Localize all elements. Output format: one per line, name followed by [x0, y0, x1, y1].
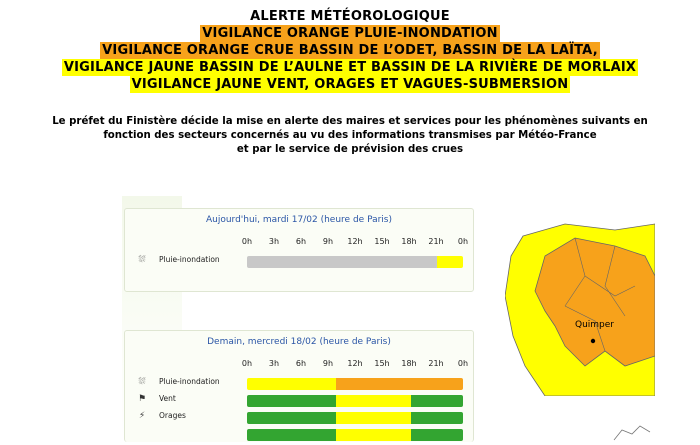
hour-label: 12h: [347, 237, 363, 246]
hour-label: 15h: [374, 359, 390, 368]
header-line-text: VIGILANCE JAUNE BASSIN DE L’AULNE ET BASSIN DE LA RIVIÈRE DE MORLAIX: [63, 60, 637, 75]
hazard-timeline-bar: [247, 395, 463, 407]
header-line-text: VIGILANCE ORANGE CRUE BASSIN DE L’ODET, BASSIN DE LA LAÏTA,: [102, 43, 598, 58]
hazard-label: Pluie-inondation: [159, 255, 220, 264]
wind-icon: ⚑: [137, 394, 147, 404]
hour-scale: [243, 237, 468, 249]
map-inset-coast: [614, 426, 650, 440]
hour-label: 21h: [428, 359, 444, 368]
hour-label: 21h: [428, 237, 444, 246]
hazard-label: Pluie-inondation: [159, 377, 220, 386]
intro-line: Le préfet du Finistère décide la mise en alerte des maires et services pour les phénomènes suivants en: [52, 116, 648, 127]
timeline-segment-green: [247, 412, 336, 424]
hour-label: 0h: [241, 237, 253, 246]
hour-label: 0h: [457, 359, 469, 368]
hour-label: 0h: [241, 359, 253, 368]
hour-label: 9h: [322, 359, 334, 368]
intro-text: [0, 115, 700, 157]
hour-label: 12h: [347, 359, 363, 368]
hazard-timeline-bar: [247, 429, 463, 441]
hazard-timeline-bar: [247, 378, 463, 390]
hazard-row: [125, 409, 473, 425]
hour-label: 18h: [401, 237, 417, 246]
map-svg: [505, 216, 655, 396]
finistere-map: [505, 216, 655, 396]
tomorrow-forecast-card: [124, 330, 474, 442]
header-line-3: [0, 59, 700, 76]
timeline-segment-green: [411, 395, 463, 407]
tomorrow-title: Demain, mercredi 18/02 (heure de Paris): [207, 337, 391, 347]
hazard-row: [125, 426, 473, 442]
timeline-segment-yellow: [336, 429, 412, 441]
map-city-label: Quimper: [575, 320, 615, 330]
hazard-row: [125, 253, 473, 269]
timeline-segment-grey: [247, 256, 437, 268]
hour-label: 0h: [457, 237, 469, 246]
header-line-0: [0, 8, 700, 25]
hazard-label: Vent: [159, 394, 176, 403]
map-inset-svg: [612, 420, 652, 441]
timeline-segment-green: [411, 412, 463, 424]
rain-flood-icon: ⛆: [138, 255, 146, 265]
header-line-1: [0, 25, 700, 42]
today-title: Aujourd'hui, mardi 17/02 (heure de Paris): [205, 215, 393, 225]
timeline-segment-yellow: [336, 412, 412, 424]
timeline-segment-green: [247, 395, 336, 407]
intro-line: et par le service de prévision des crues: [236, 144, 464, 155]
header-line-text: VIGILANCE ORANGE PLUIE-INONDATION: [202, 26, 498, 41]
hour-label: 18h: [401, 359, 417, 368]
header-line-2: [0, 42, 700, 59]
timeline-segment-yellow: [437, 256, 463, 268]
timeline-segment-yellow: [336, 395, 412, 407]
hour-label: 3h: [268, 359, 280, 368]
hour-label: 6h: [295, 237, 307, 246]
intro-line: fonction des secteurs concernés au vu des informations transmises par Météo-France: [103, 130, 597, 141]
hazard-timeline-bar: [247, 256, 463, 268]
alert-header: [0, 8, 700, 93]
hazard-label: Orages: [159, 411, 186, 420]
timeline-segment-orange: [336, 378, 463, 390]
timeline-segment-yellow: [247, 378, 336, 390]
hazard-timeline-bar: [247, 412, 463, 424]
hazard-row: [125, 375, 473, 391]
today-forecast-card: [124, 208, 474, 292]
hour-label: 3h: [268, 237, 280, 246]
timeline-segment-green: [247, 429, 336, 441]
blank-icon: [131, 428, 153, 440]
header-line-text: VIGILANCE JAUNE VENT, ORAGES ET VAGUES-SUBMERSION: [131, 77, 569, 92]
map-inset: [612, 420, 652, 441]
hour-scale: [243, 359, 468, 371]
storm-icon: ⚡: [138, 411, 146, 421]
hazard-row: [125, 392, 473, 408]
quimper-marker: [591, 339, 595, 343]
hour-label: 15h: [374, 237, 390, 246]
hour-label: 9h: [322, 237, 334, 246]
header-line-text: ALERTE MÉTÉOROLOGIQUE: [250, 9, 450, 24]
timeline-segment-green: [411, 429, 463, 441]
rain-flood-icon: ⛆: [138, 377, 146, 387]
header-line-4: [0, 76, 700, 93]
hour-label: 6h: [295, 359, 307, 368]
